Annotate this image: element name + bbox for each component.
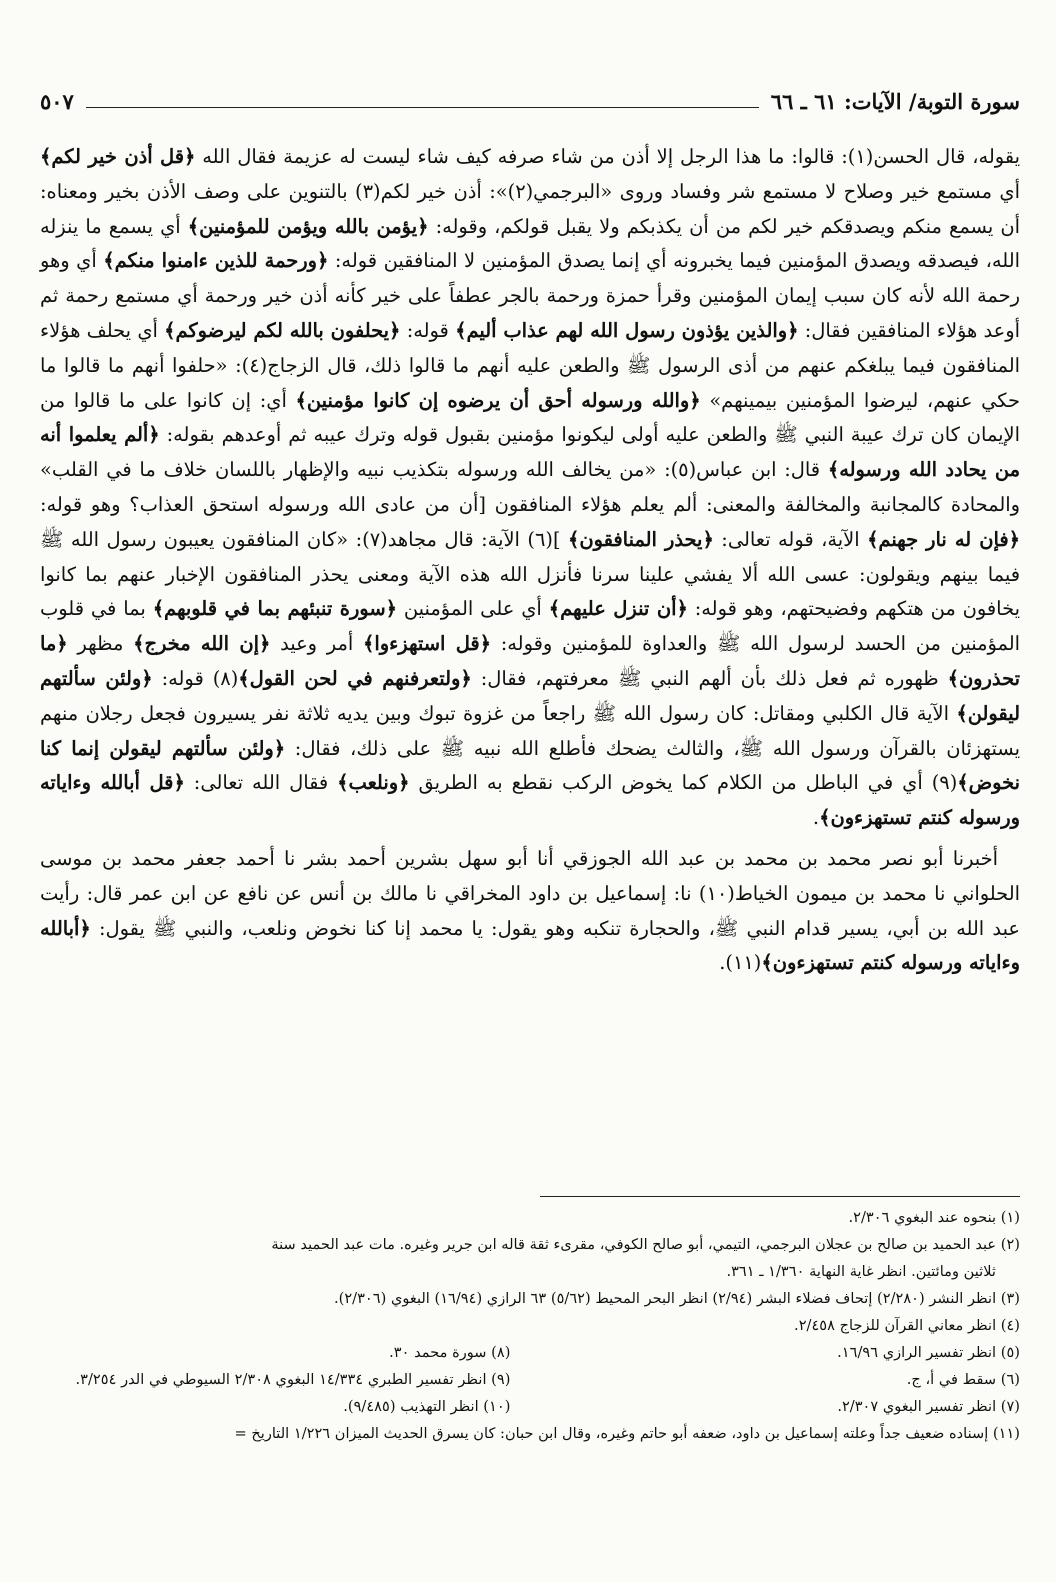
quran-quote: ﴿يؤمن بالله ويؤمن للمؤمنين﴾ <box>187 214 429 238</box>
footnote-2-continued: ثلاثين ومائتين. انظر غاية النهاية ١/٣٦٠ ـ ٣٦١. <box>726 1263 996 1280</box>
paragraph-hadith-chain: أخبرنا أبو نصر محمد بن محمد بن عبد الله الجوزقي أنا أبو سهل بشرين أحمد بشر نا أحمد جعفر محمد بن موسى الحلواني نا محمد بن ميمون الخياط(١٠) نا: إسماعيل بن داود المخراقي نا مالك بن أنس عن نافع عن ابن عمر قال: رأيت عبد الله بن أبي، يسير قدام النبي ﷺ، والحجارة تنكبه وهو يقول: يا محمد إنا كنا نخوض ونلعب، والنبي ﷺ يقول: ﴿أبالله وءاياته ورسوله كنتم تستهزءون﴾(١١). <box>40 846 1020 975</box>
page-header <box>40 80 1020 114</box>
quran-quote: ﴿يحذر المنافقون﴾ <box>567 527 714 551</box>
quran-quote: ﴿قل استهزءوا﴾ <box>363 632 492 656</box>
quran-quote: ﴿إن الله مخرج﴾ <box>133 632 271 656</box>
quran-quote: ﴿ورحمة للذين ءامنوا منكم﴾ <box>103 249 329 273</box>
quran-quote: ﴿أن تنزل عليهم﴾ <box>548 597 688 621</box>
header-rule <box>86 107 759 108</box>
footnote-9: (٩) انظر تفسير الطبري ١٤/٣٣٤ البغوي ٢/٣٠٨ السيوطي في الدر ٣/٢٥٤. <box>75 1371 511 1388</box>
quran-quote: ﴿فإن له نار جهنم﴾ <box>867 527 1021 551</box>
footnote-7: (٧) انظر تفسير البغوي ٢/٣٠٧. <box>837 1398 1020 1415</box>
footnote-separator <box>540 1196 1020 1197</box>
footnote-row <box>40 1393 1020 1420</box>
footnote-row <box>40 1366 1020 1393</box>
paragraph-commentary: يقوله، قال الحسن(١): قالوا: ما هذا الرجل إلا أذن من شاء صرفه كيف شاء ليست له عزيمة فقال الله ﴿قل أذن خير لكم﴾ أي مستمع خير وصلاح لا مستمع شر وفساد وروى «البرجمي(٢)»: أذن خير لكم(٣) بالتنوين على وصف الأذن بخير ومعناه: أن يسمع منكم ويصدقكم خير لكم من أن يكذبكم ولا يقبل قولكم، وقوله: ﴿يؤمن بالله ويؤمن للمؤمنين﴾ أي يسمع ما ينزله الله، فيصدقه ويصدق المؤمنين فيما يخبرونه أي إنما يصدق المؤمنين لا المنافقين قوله: ﴿ورحمة للذين ءامنوا منكم﴾ أي وهو رحمة الله لأنه كان سبب إيمان المؤمنين وقرأ حمزة ورحمة بالجر عطفاً على خير كأنه أذن خير ورحمة أي مستمع رحمة ثم أوعد هؤلاء المنافقين فقال: ﴿والذين يؤذون رسول الله لهم عذاب أليم﴾ قوله: ﴿يحلفون بالله لكم ليرضوكم﴾ أي يحلف هؤلاء المنافقون فيما يبلغكم عنهم من أذى الرسول ﷺ والطعن عليه أنهم ما قالوا ذلك، قال الزجاج(٤): «حلفوا أنهم ما قالوا ما حكي عنهم، ليرضوا المؤمنين بيمينهم» ﴿والله ورسوله أحق أن يرضوه إن كانوا مؤمنين﴾ أي: إن كانوا على ما قالوا من الإيمان كان ترك عيبة النبي ﷺ والطعن عليه أولى ليكونوا مؤمنين بقبول قوله وترك عيبه ثم أوعدهم بقوله: ﴿ألم يعلموا أنه من يحادد الله ورسوله﴾ قال: ابن عباس(٥): «من يخالف الله ورسوله بتكذيب نبيه والإظهار باللسان خلاف ما في القلب» والمحادة كالمجانبة والمخالفة والمعنى: ألم يعلم هؤلاء المنافقون [أن من عادى الله ورسوله استحق العذاب؟ وهو قوله: ﴿فإن له نار جهنم﴾ الآية، قوله تعالى: ﴿يحذر المنافقون﴾ ](٦) الآية: قال مجاهد(٧): «كان المنافقون يعيبون رسول الله ﷺ فيما بينهم ويقولون: عسى الله ألا يفشي علينا سرنا فأنزل الله هذه الآية ومعنى يحذر المنافقون الإخبار عنهم بما كانوا يخافون من هتكهم وفضيحتهم، وهو قوله: ﴿أن تنزل عليهم﴾ أي على المؤمنين ﴿سورة تنبئهم بما في قلوبهم﴾ بما في قلوب المؤمنين من الحسد لرسول الله ﷺ والعداوة للمؤمنين وقوله: ﴿قل استهزءوا﴾ أمر وعيد ﴿إن الله مخرج﴾ مظهر ﴿ما تحذرون﴾ ظهوره ثم فعل ذلك بأن ألهم النبي ﷺ معرفتهم، فقال: ﴿ولتعرفنهم في لحن القول﴾(٨) قوله: ﴿ولئن سألتهم ليقولن﴾ الآية قال الكلبي ومقاتل: كان رسول الله ﷺ راجعاً من غزوة تبوك وبين يديه ثلاثة نفر يسيرون فجعل رجلان منهم يستهزئان بالقرآن ورسول الله ﷺ، والثالث يضحك فأطلع الله نبيه ﷺ على ذلك، فقال: ﴿ولئن سألتهم ليقولن إنما كنا نخوض﴾(٩) أي في الباطل من الكلام كما يخوض الركب نقطع به الطريق ﴿ونلعب﴾ فقال الله تعالى: ﴿قل أبالله وءاياته ورسوله كنتم تستهزءون﴾. <box>40 145 1021 830</box>
footnote-3: (٣) انظر النشر (٢/٢٨٠) إتحاف فضلاء البشر (٢/٩٤) انظر البحر المحيط (٥/٦٢) ٦٣ الرازي (١٦/٩٤) البغوي (٢/٣٠٦). <box>333 1290 1020 1307</box>
footnote-8: (٨) سورة محمد ٣٠. <box>389 1344 511 1361</box>
running-title: سورة التوبة/ الآيات: ٦١ ـ ٦٦ <box>770 89 1020 114</box>
footnote-6: (٦) سقط في أ، ج. <box>906 1371 1020 1388</box>
quran-quote: ﴿أبالله وءاياته ورسوله كنتم تستهزءون﴾ <box>40 916 1020 975</box>
footnotes <box>40 1204 1020 1447</box>
quran-quote: ﴿ما تحذرون﴾ <box>40 632 1020 690</box>
footnote-1: (١) بنحوه عند البغوي ٢/٣٠٦. <box>848 1209 1020 1226</box>
quran-quote: ﴿ونلعب﴾ <box>337 771 410 795</box>
quran-quote: ﴿ولتعرفنهم في لحن القول﴾ <box>238 666 472 690</box>
quran-quote: ﴿سورة تنبئهم بما في قلوبهم﴾ <box>152 597 397 621</box>
page-number: ٥٠٧ <box>40 89 74 114</box>
quran-quote: ﴿ولئن سألتهم ليقولن إنما كنا نخوض﴾ <box>40 736 1021 795</box>
footnote-10: (١٠) انظر التهذيب (٩/٤٨٥). <box>343 1398 511 1415</box>
footnote-4: (٤) انظر معاني القرآن للزجاج ٢/٤٥٨. <box>794 1317 1020 1334</box>
footnote-11: (١١) إسناده ضعيف جداً وعلته إسماعيل بن داود، ضعفه أبو حاتم وغيره، وقال ابن حبان: كان يسرق الحديث الميزان ١/٢٢٦ التاريخ = <box>234 1425 1020 1442</box>
footnote-5: (٥) انظر تفسير الرازي ١٦/٩٦. <box>837 1344 1020 1361</box>
main-text <box>40 140 1020 981</box>
footnote-row <box>40 1339 1020 1366</box>
quran-quote: ﴿يحلفون بالله لكم ليرضوكم﴾ <box>164 318 401 342</box>
quran-quote: ﴿قل أبالله وءاياته ورسوله كنتم تستهزءون﴾ <box>40 771 1020 830</box>
quran-quote: ﴿ولئن سألتهم ليقولن﴾ <box>40 666 1020 725</box>
book-page <box>40 80 1020 1560</box>
quran-quote: ﴿والله ورسوله أحق أن يرضوه إن كانوا مؤمنين﴾ <box>295 388 701 412</box>
footnote-2: (٢) عبد الحميد بن صالح بن عجلان البرجمي، التيمي، أبو صالح الكوفي، مقرىء ثقة قاله ابن جرير وغيره. مات عبد الحميد سنة <box>271 1236 1020 1253</box>
quran-quote: ﴿والذين يؤذون رسول الله لهم عذاب أليم﴾ <box>455 318 799 342</box>
quran-quote: ﴿قل أذن خير لكم﴾ <box>40 145 196 168</box>
quran-quote: ﴿ألم يعلموا أنه من يحادد الله ورسوله﴾ <box>40 423 1021 482</box>
